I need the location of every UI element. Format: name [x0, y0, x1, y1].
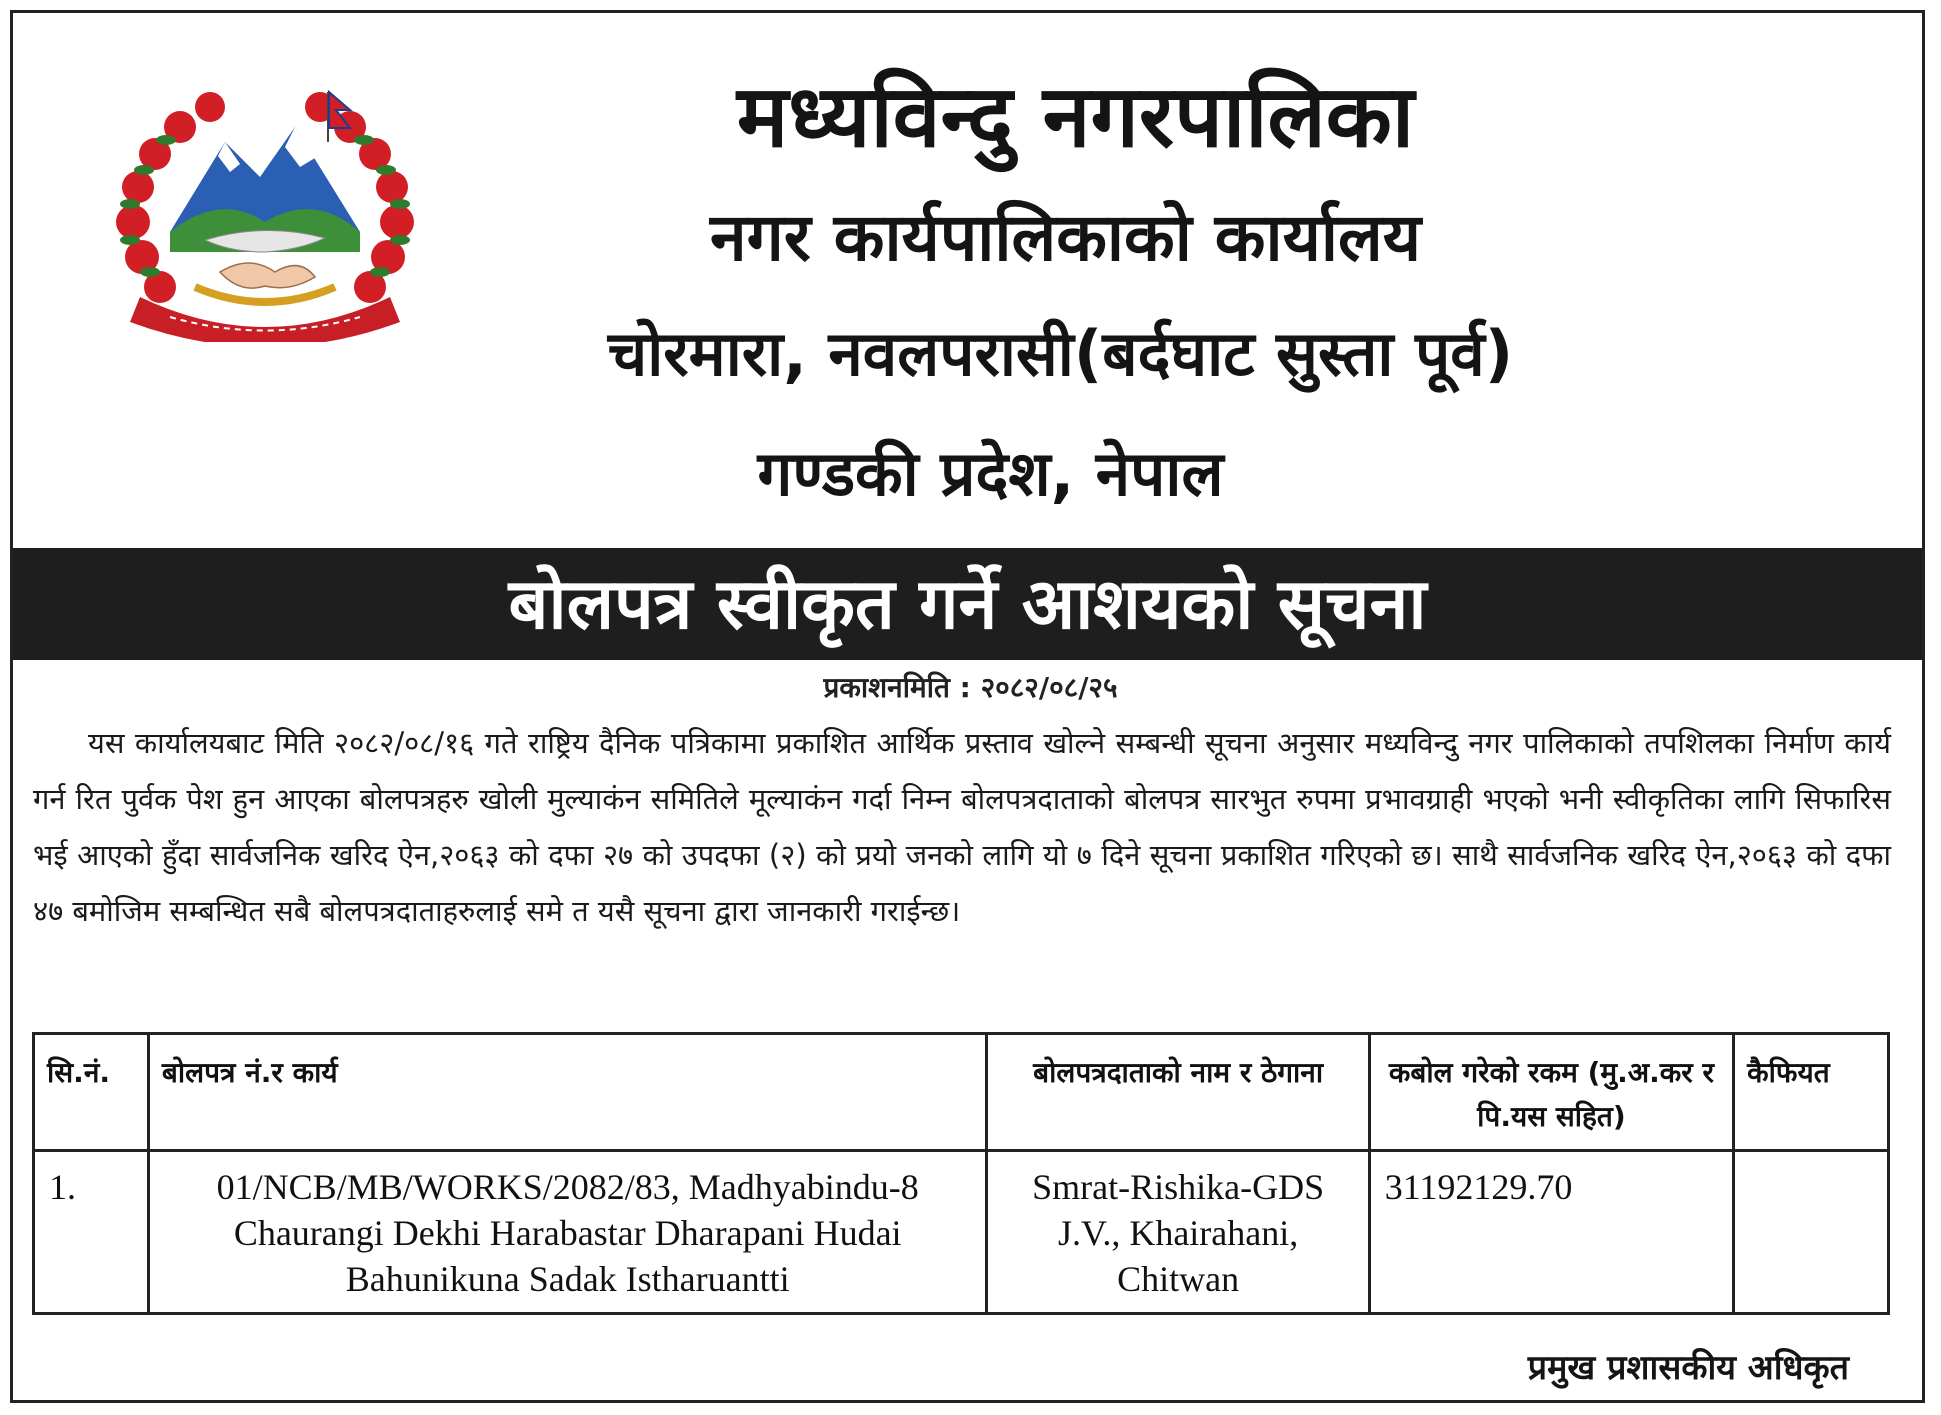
notice-title-banner [13, 548, 1922, 660]
header-remark: कैफियत [1734, 1034, 1889, 1151]
header-work: बोलपत्र नं.र कार्य [148, 1034, 987, 1151]
table-row [34, 1151, 1889, 1314]
signatory-title: प्रमुख प्रशासकीय अधिकृत [1527, 1348, 1849, 1388]
cell-amount: 31192129.70 [1369, 1151, 1733, 1314]
table-header-row [34, 1034, 1889, 1151]
office-address: चोरमारा, नवलपरासी(बर्दघाट सुस्ता पूर्व) [607, 317, 1514, 390]
notice-body: यस कार्यालयबाट मिति २०८२/०८/१६ गते राष्ट्रिय दैनिक पत्रिकामा प्रकाशित आर्थिक प्रस्ताव खोल्ने सम्बन्धी सूचना अनुसार मध्यविन्दु नगर पालिकाको तपशिलका निर्माण कार्य गर्न रित पुर्वक पेश हुन आएका बोलपत्रहरु खोली मुल्याकंन समितिले मूल्याकंन गर्दा निम्न बोलपत्रदाताको बोलपत्र सारभुत रुपमा प्रभावग्राही भएको भनी स्वीकृतिका लागि सिफारिस भई आएको हुँदा सार्वजनिक खरिद ऐन,२०६३ को दफा २७ को उपदफा (२) को प्रयो जनको लागि यो ७ दिने सूचना प्रकाशित गरिएको छ। साथै सार्वजनिक खरिद ऐन,२०६३ को दफा ४७ बमोजिम सम्बन्धित सबै बोलपत्रदाताहरुलाई समे त यसै सूचना द्वारा जानकारी गराईन्छ। [33, 726, 1891, 928]
cell-remark [1734, 1151, 1889, 1314]
office-name: नगर कार्यपालिकाको कार्यालय [710, 199, 1421, 276]
cell-bidder: Smrat-Rishika-GDS J.V., Khairahani, Chitwan [987, 1151, 1369, 1314]
cell-work: 01/NCB/MB/WORKS/2082/83, Madhyabindu-8 Chaurangi Dekhi Harabastar Dharapani Hudai Bahunikuna Sadak Istharuantti [148, 1151, 987, 1314]
header-sn: सि.नं. [34, 1034, 149, 1151]
publication-date: प्रकाशनमिति : २०८२/०८/२५ [823, 671, 1118, 704]
header-bidder: बोलपत्रदाताको नाम र ठेगाना [987, 1034, 1369, 1151]
province-country: गण्डकी प्रदेश, नेपाल [757, 437, 1224, 510]
bid-award-table [32, 1032, 1890, 1315]
header-amount: कबोल गरेको रकम (मु.अ.कर र पि.यस सहित) [1369, 1034, 1733, 1151]
cell-sn: 1. [34, 1151, 149, 1314]
municipality-name: मध्यविन्दु नगरपालिका [736, 67, 1415, 167]
notice-title: बोलपत्र स्वीकृत गर्ने आशयको सूचना [508, 563, 1427, 645]
